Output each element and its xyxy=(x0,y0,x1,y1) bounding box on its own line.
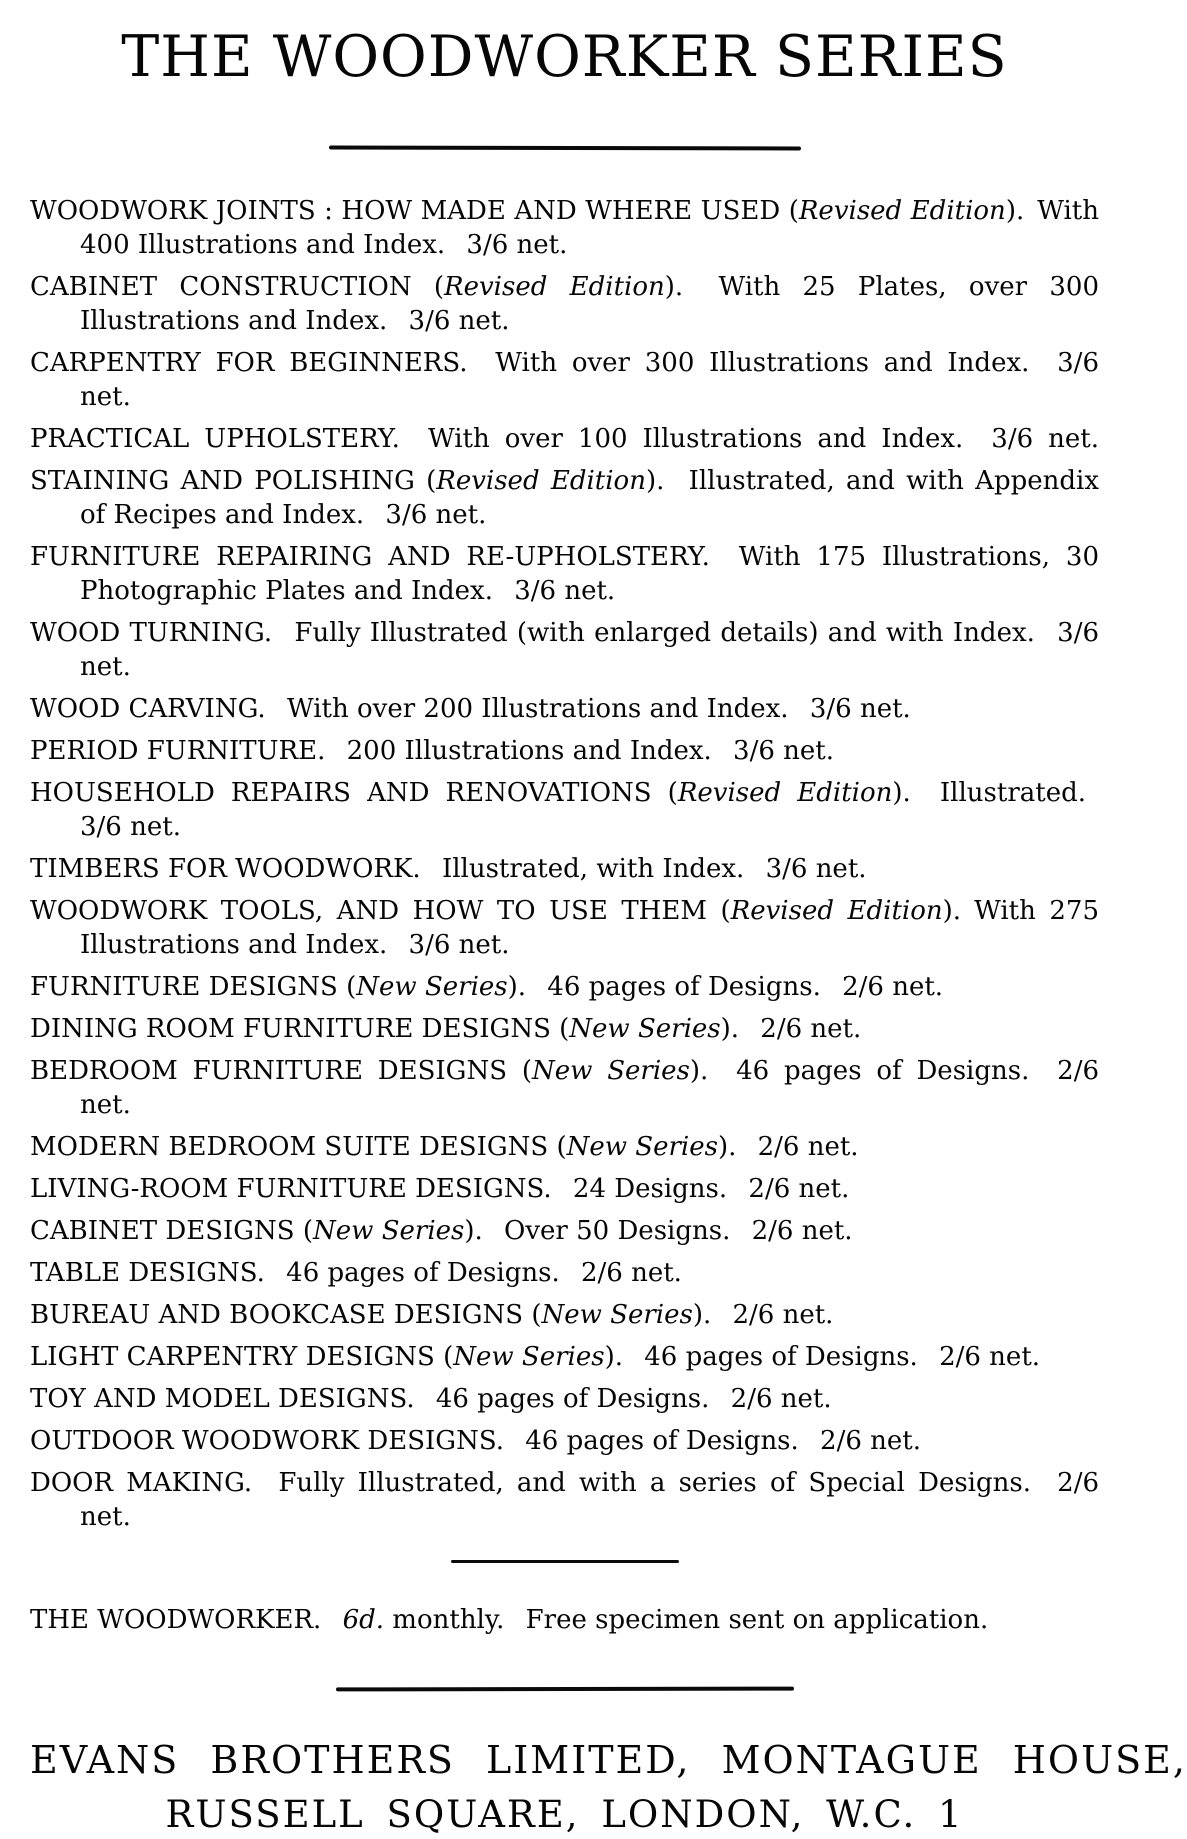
entry-text: TABLE DESIGNS. 46 pages of Designs. 2/6 net. xyxy=(30,1257,682,1288)
edition-note: Revised Edition xyxy=(798,195,1006,226)
entry-text: BEDROOM FURNITURE DESIGNS ( xyxy=(30,1055,532,1086)
entry-text: ). With 25 Plates, over 300 Illustrations and Index. 3/6 net. xyxy=(80,271,1099,336)
book-entry xyxy=(30,422,1099,456)
divider-rule-top xyxy=(328,145,800,150)
entry-text: monthly. Free specimen sent on application. xyxy=(384,1604,989,1635)
book-entry xyxy=(30,776,1099,844)
book-entry xyxy=(30,1256,1099,1290)
edition-note: Revised Edition xyxy=(677,777,893,808)
catalogue-page xyxy=(0,24,1187,1837)
book-entry xyxy=(30,540,1099,608)
book-entry xyxy=(30,270,1099,338)
edition-note: New Series xyxy=(541,1299,693,1330)
entry-text: ). 46 pages of Designs. 2/6 net. xyxy=(80,1055,1100,1120)
book-entry xyxy=(30,1424,1099,1458)
publisher-line-1: EVANS BROTHERS LIMITED, MONTAGUE HOUSE, xyxy=(30,1737,1187,1782)
entry-text: ). 2/6 net. xyxy=(692,1299,834,1330)
entry-text: ). 46 pages of Designs. 2/6 net. xyxy=(604,1341,1041,1372)
entry-text: CABINET DESIGNS ( xyxy=(30,1215,314,1246)
publisher-line-2: RUSSELL SQUARE, LONDON, W.C. 1 xyxy=(165,1793,964,1837)
book-entry xyxy=(30,1298,1099,1332)
entry-text: CABINET CONSTRUCTION ( xyxy=(30,271,445,302)
book-entry xyxy=(30,734,1099,768)
book-entry xyxy=(30,894,1099,962)
book-entry xyxy=(30,1214,1099,1248)
entry-text: MODERN BEDROOM SUITE DESIGNS ( xyxy=(30,1131,567,1162)
edition-note: New Series xyxy=(356,971,508,1002)
book-entry xyxy=(30,1340,1099,1374)
entry-text: ). 2/6 net. xyxy=(720,1013,862,1044)
book-entry xyxy=(30,464,1099,532)
book-entry xyxy=(30,970,1099,1004)
entry-text: ). With 275 Illustrations and Index. 3/6 net. xyxy=(80,895,1100,960)
edition-note: Revised Edition xyxy=(444,271,665,302)
entry-text: TIMBERS FOR WOODWORK. Illustrated, with Index. 3/6 net. xyxy=(30,853,867,884)
book-entry xyxy=(30,346,1099,414)
edition-note: Revised Edition xyxy=(436,465,646,496)
entry-text: ). Illustrated, and with Appendix of Recipes and Index. 3/6 net. xyxy=(80,465,1099,530)
periodical-entry xyxy=(30,1603,1099,1637)
entry-text: TOY AND MODEL DESIGNS. 46 pages of Designs. 2/6 net. xyxy=(30,1383,832,1414)
edition-note: Revised Edition xyxy=(730,895,943,926)
entry-text: OUTDOOR WOODWORK DESIGNS. 46 pages of Designs. 2/6 net. xyxy=(30,1425,922,1456)
entry-text: FURNITURE DESIGNS ( xyxy=(30,971,357,1002)
entry-text: DINING ROOM FURNITURE DESIGNS ( xyxy=(30,1013,570,1044)
book-entry xyxy=(30,1012,1099,1046)
entry-text: ). With 400 Illustrations and Index. 3/6 net. xyxy=(80,195,1099,260)
entry-text: WOOD CARVING. With over 200 Illustrations and Index. 3/6 net. xyxy=(30,693,911,724)
book-entry xyxy=(30,1382,1099,1416)
entry-text: THE WOODWORKER. xyxy=(30,1604,343,1635)
page-title: THE WOODWORKER SERIES xyxy=(121,24,1008,90)
entry-text: DOOR MAKING. Fully Illustrated, and with a series of Special Designs. 2/6 net. xyxy=(30,1467,1099,1532)
entry-text: CARPENTRY FOR BEGINNERS. With over 300 Illustrations and Index. 3/6 net. xyxy=(30,347,1099,412)
edition-note: New Series xyxy=(566,1131,718,1162)
edition-note: New Series xyxy=(569,1013,721,1044)
publisher-imprint xyxy=(30,1737,1187,1839)
entry-text: PRACTICAL UPHOLSTERY. With over 100 Illustrations and Index. 3/6 net. xyxy=(30,423,1099,454)
book-entry xyxy=(30,1054,1099,1122)
edition-note: 6d. xyxy=(342,1604,385,1635)
book-entry xyxy=(30,616,1099,684)
entry-text: PERIOD FURNITURE. 200 Illustrations and Index. 3/6 net. xyxy=(30,735,835,766)
entry-text: ). Illustrated. 3/6 net. xyxy=(80,777,1099,842)
entry-text: LIGHT CARPENTRY DESIGNS ( xyxy=(30,1341,454,1372)
entry-text: ). 2/6 net. xyxy=(717,1131,859,1162)
book-entry xyxy=(30,1466,1099,1534)
entry-text: WOODWORK JOINTS : HOW MADE AND WHERE USED ( xyxy=(30,195,799,226)
entry-text: LIVING-ROOM FURNITURE DESIGNS. 24 Designs. 2/6 net. xyxy=(30,1173,850,1204)
entry-text: ). 46 pages of Designs. 2/6 net. xyxy=(507,971,944,1002)
book-entry xyxy=(30,194,1099,262)
book-entry xyxy=(30,692,1099,726)
divider-rule-bottom xyxy=(335,1686,793,1691)
entry-text: STAINING AND POLISHING ( xyxy=(30,465,437,496)
book-entry xyxy=(30,1130,1099,1164)
book-list xyxy=(30,194,1099,1534)
edition-note: New Series xyxy=(313,1215,465,1246)
entry-text: WOODWORK TOOLS, AND HOW TO USE THEM ( xyxy=(30,895,731,926)
book-entry xyxy=(30,1172,1099,1206)
book-entry xyxy=(30,852,1099,886)
entry-text: WOOD TURNING. Fully Illustrated (with enlarged details) and with Index. 3/6 net. xyxy=(30,617,1099,682)
edition-note: New Series xyxy=(531,1055,690,1086)
entry-text: FURNITURE REPAIRING AND RE-UPHOLSTERY. With 175 Illustrations, 30 Photographic Plates and Index. 3/6 net. xyxy=(30,541,1099,606)
edition-note: New Series xyxy=(453,1341,605,1372)
entry-text: ). Over 50 Designs. 2/6 net. xyxy=(464,1215,853,1246)
entry-text: HOUSEHOLD REPAIRS AND RENOVATIONS ( xyxy=(30,777,678,808)
divider-rule-middle xyxy=(451,1560,679,1563)
entry-text: BUREAU AND BOOKCASE DESIGNS ( xyxy=(30,1299,542,1330)
